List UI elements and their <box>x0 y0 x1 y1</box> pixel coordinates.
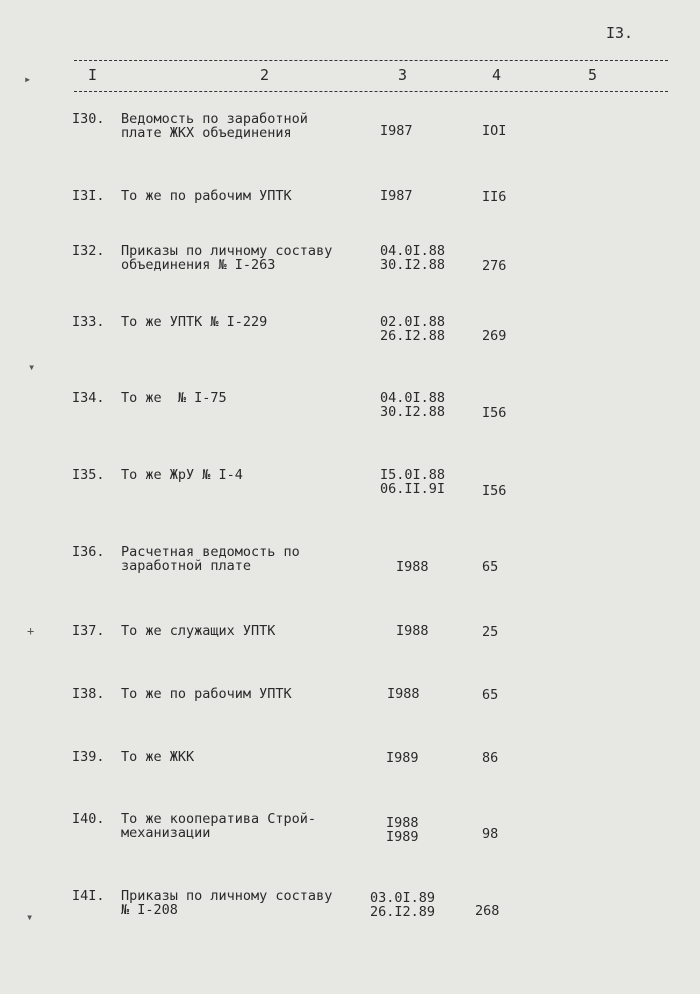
column-header-2: 2 <box>260 66 270 84</box>
row-title: То же по рабочим УПТК <box>121 686 292 702</box>
column-header-4: 4 <box>492 66 502 84</box>
row-number: I39. <box>72 749 105 765</box>
row-number: I36. <box>72 544 105 560</box>
row-number: I38. <box>72 686 105 702</box>
column-header-1: I <box>88 66 98 84</box>
page-number: I3. <box>606 24 634 42</box>
row-date: I989 <box>386 750 419 766</box>
row-count: 276 <box>482 258 507 274</box>
row-date: I987 <box>380 188 413 204</box>
row-number: I35. <box>72 467 105 483</box>
table-header-rule <box>74 91 668 92</box>
row-date: I988 <box>396 559 429 575</box>
margin-tick-mark: ▸ <box>24 72 32 86</box>
column-header-3: 3 <box>398 66 408 84</box>
row-count: 86 <box>482 750 499 766</box>
table-top-rule <box>74 60 668 61</box>
row-date: 04.0I.88 30.I2.88 <box>380 390 446 420</box>
row-title: То же по рабочим УПТК <box>121 188 292 204</box>
row-count: 98 <box>482 826 499 842</box>
row-count: 269 <box>482 328 507 344</box>
row-title: То же служащих УПТК <box>121 623 276 639</box>
row-count: I56 <box>482 405 507 421</box>
row-count: I56 <box>482 483 507 499</box>
row-count: 65 <box>482 687 499 703</box>
row-number: I32. <box>72 243 105 259</box>
row-title: Ведомость по заработной плате ЖКХ объединения <box>121 111 308 141</box>
margin-cross-mark: + <box>27 624 35 638</box>
row-number: I37. <box>72 623 105 639</box>
row-date: 04.0I.88 30.I2.88 <box>380 243 446 273</box>
row-title: То же № I-75 <box>121 390 227 406</box>
row-title: Расчетная ведомость по заработной плате <box>121 544 300 574</box>
row-number: I33. <box>72 314 105 330</box>
row-title: То же кооператива Строй- механизации <box>121 811 317 841</box>
column-headers <box>0 66 700 86</box>
row-date: 03.0I.89 26.I2.89 <box>370 890 436 920</box>
margin-tick-mark: ▾ <box>28 360 36 374</box>
row-count: 65 <box>482 559 499 575</box>
row-title: То же ЖКК <box>121 749 195 765</box>
row-count: 268 <box>475 903 500 919</box>
row-count: 25 <box>482 624 499 640</box>
row-date: I988 <box>387 686 420 702</box>
column-header-5: 5 <box>588 66 598 84</box>
row-title: Приказы по личному составу № I-208 <box>121 888 333 918</box>
row-count: II6 <box>482 189 507 205</box>
row-count: IOI <box>482 123 507 139</box>
row-number: I30. <box>72 111 105 127</box>
row-title: То же ЖрУ № I-4 <box>121 467 243 483</box>
row-number: I3I. <box>72 188 105 204</box>
row-date: I987 <box>380 123 413 139</box>
row-date: I988 I989 <box>386 815 419 845</box>
row-date: I988 <box>396 623 429 639</box>
row-title: То же УПТК № I-229 <box>121 314 268 330</box>
row-number: I4I. <box>72 888 105 904</box>
row-number: I34. <box>72 390 105 406</box>
row-date: I5.0I.88 06.II.9I <box>380 467 446 497</box>
margin-tick-mark: ▾ <box>26 910 34 924</box>
row-number: I40. <box>72 811 105 827</box>
row-date: 02.0I.88 26.I2.88 <box>380 314 446 344</box>
row-title: Приказы по личному составу объединения № I-263 <box>121 243 333 273</box>
